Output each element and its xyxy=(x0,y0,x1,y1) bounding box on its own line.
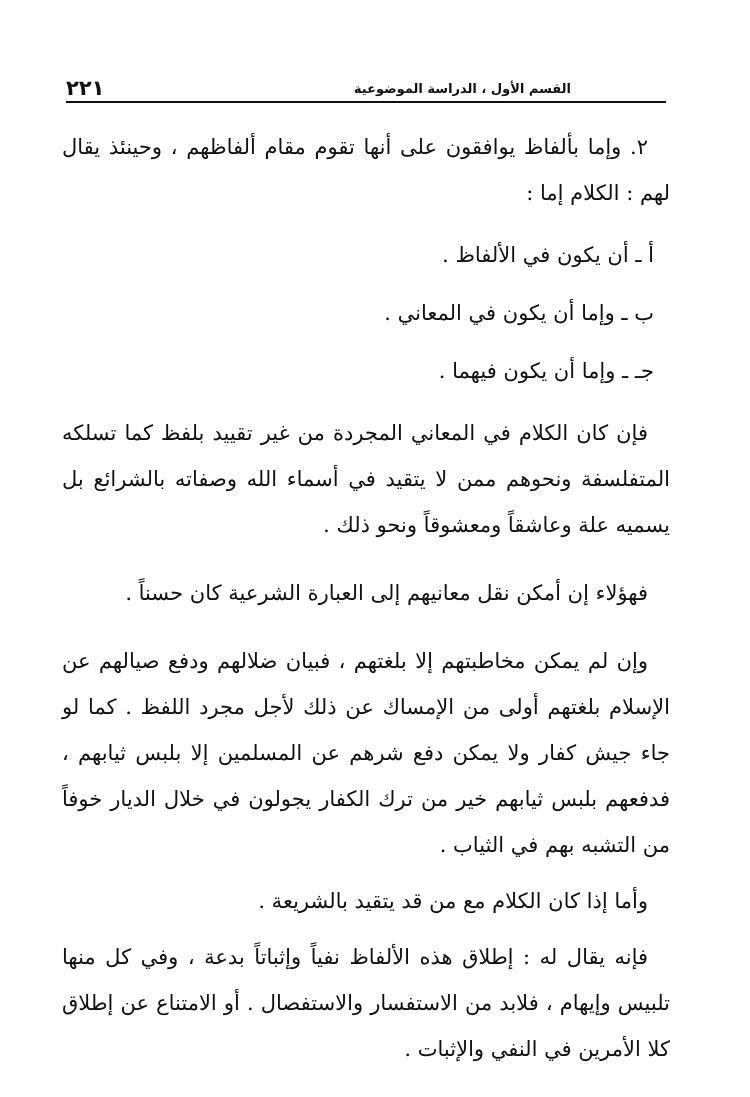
list-item-a: أ ـ أن يكون في الألفاظ . xyxy=(442,243,654,267)
running-title: القسم الأول ، الدراسة الموضوعية xyxy=(353,82,571,97)
paragraph-3: فهؤلاء إن أمكن نقل معانيهم إلى العبارة الشرعية كان حسناً . xyxy=(125,581,648,605)
page-number: ٢٢١ xyxy=(66,76,105,100)
paragraph-1: ٢. وإما بألفاظ يوافقون على أنها تقوم مقام ألفاظهم ، وحينئذ يقال لهم : الكلام إما : xyxy=(62,135,670,205)
paragraph-4: وإن لم يمكن مخاطبتهم إلا بلغتهم ، فبيان ضلالهم ودفع صيالهم عن الإسلام بلغتهم أولى من الإمساك عن ذلك لأجل مجرد اللفظ . كما لو جاء جيش كفار ولا يمكن دفع شرهم عن المسلمين إلا بلبس ثيابهم ، فدفعهم بلبس ثيابهم خير من ترك الكفار يجولون في خلال الديار خوفاً من التشبه بهم في الثياب . xyxy=(62,649,670,857)
header-rule xyxy=(66,101,666,103)
paragraph-2: فإن كان الكلام في المعاني المجردة من غير تقييد بلفظ كما تسلكه المتفلسفة ونحوهم ممن لا يتقيد في أسماء الله وصفاته بالشرائع بل يسميه علة وعاشقاً ومعشوقاً ونحو ذلك . xyxy=(62,421,670,537)
list-item-b: ب ـ وإما أن يكون في المعاني . xyxy=(384,301,654,325)
page-header xyxy=(66,72,666,100)
page-body xyxy=(62,124,670,1072)
list-item-c: جـ ـ وإما أن يكون فيهما . xyxy=(438,359,654,383)
paragraph-6: فإنه يقال له : إطلاق هذه الألفاظ نفياً وإثباتاً بدعة ، وفي كل منها تلبيس وإيهام ، فلابد من الاستفسار والاستفصال . أو الامتناع عن إطلاق كلا الأمرين في النفي والإثبات . xyxy=(62,945,670,1061)
paragraph-5: وأما إذا كان الكلام مع من قد يتقيد بالشريعة . xyxy=(258,889,648,913)
